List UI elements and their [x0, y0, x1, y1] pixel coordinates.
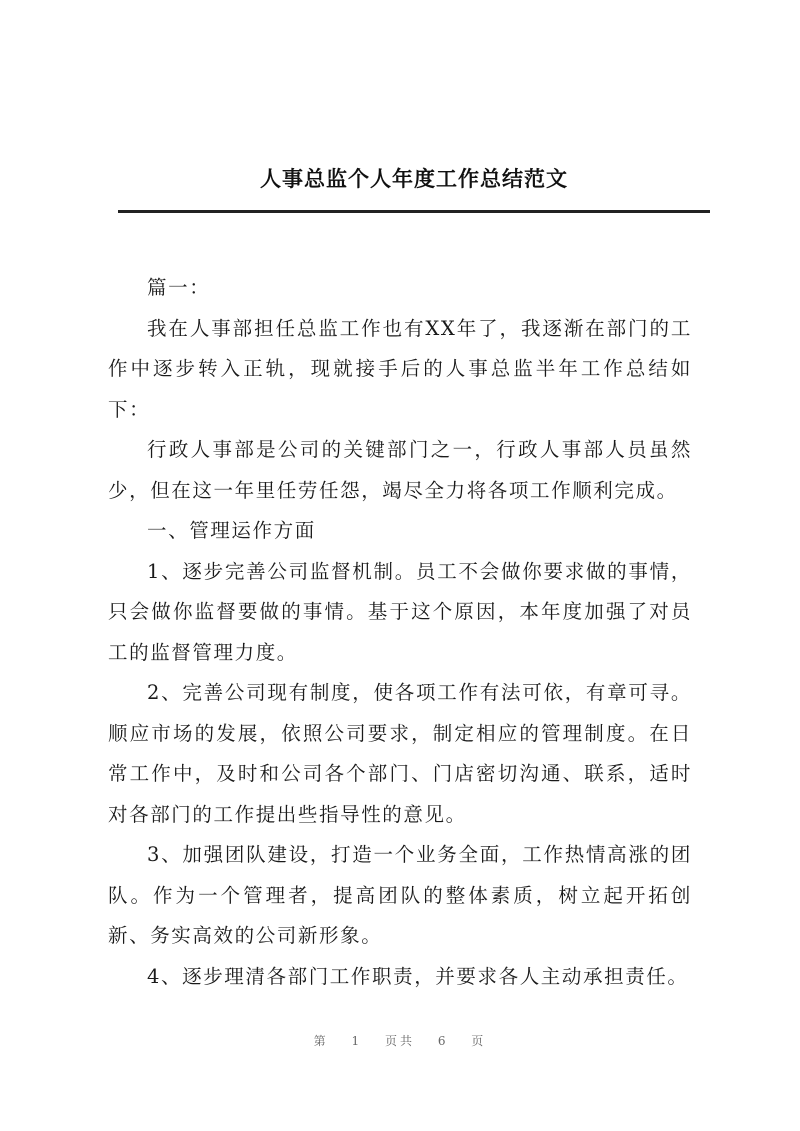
paragraph-item-3: 3、加强团队建设，打造一个业务全面，工作热情高涨的团队。作为一个管理者，提高团队的整体素质，树立起开拓创新、务实高效的公司新形象。 [108, 843, 692, 947]
paragraph-item-4: 4、逐步理清各部门工作职责，并要求各人主动承担责任。 [147, 964, 689, 988]
document-title: 人事总监个人年度工作总结范文 [260, 167, 568, 191]
paragraph-department: 行政人事部是公司的关键部门之一，行政人事部人员虽然少，但在这一年里任劳任怨，竭尽全力将各项工作顺利完成。 [108, 438, 692, 502]
paragraph-item-1: 1、逐步完善公司监督机制。员工不会做你要求做的事情，只会做你监督要做的事情。基于这个原因，本年度加强了对员工的监督管理力度。 [108, 559, 692, 664]
footer-prefix: 第 [313, 1034, 329, 1048]
paragraph-item-2: 2、完善公司现有制度，使各项工作有法可依，有章可寻。顺应市场的发展，依照公司要求，制定相应的管理制度。在日常工作中，及时和公司各个部门、门店密切沟通、联系，适时对各部门的工作提出些指导性的意见。 [108, 681, 692, 826]
page-footer [0, 1032, 800, 1049]
title-divider [118, 210, 710, 213]
document-body [108, 268, 692, 997]
paragraph-heading-management: 一、管理运作方面 [147, 519, 316, 542]
footer-suffix: 页 [471, 1034, 487, 1048]
footer-middle: 页共 [384, 1034, 415, 1048]
paragraph-intro: 我在人事部担任总监工作也有XX年了，我逐渐在部门的工作中逐步转入正轨，现就接手后的人事总监半年工作总结如下： [108, 316, 692, 421]
paragraph-section-label: 篇一： [147, 276, 211, 299]
footer-page-number: 1 [351, 1034, 363, 1048]
footer-total-pages: 6 [437, 1034, 449, 1048]
